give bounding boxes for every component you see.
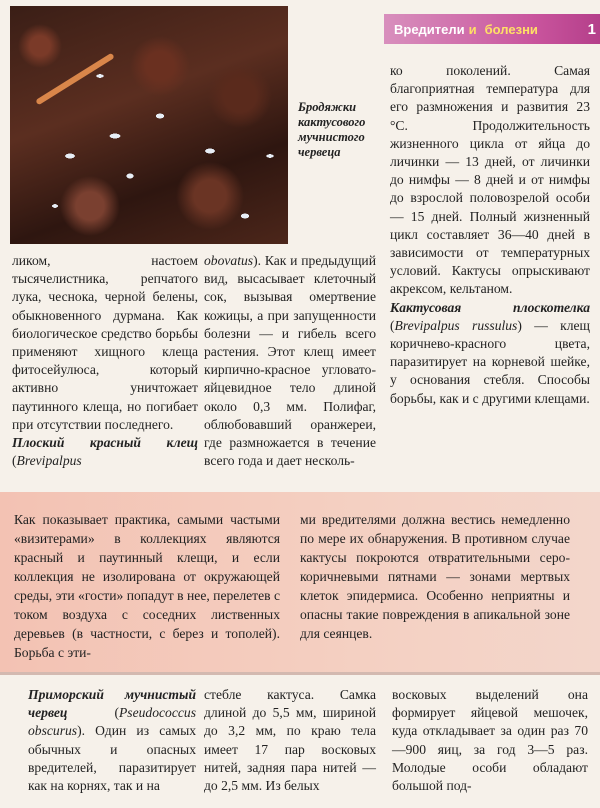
paragraph-text: — клещ коричнево-красного цвета, паразитирует на корневой шейке, у основания стебля. Способы борьбы, как и с другими клещами. [390, 317, 590, 406]
latin-name: obovatus [204, 253, 254, 268]
section-header [384, 14, 600, 44]
left-column [12, 252, 198, 470]
mealybug-photo [10, 6, 288, 244]
photo-twig [35, 53, 115, 106]
latin-name: Brevipalpus [16, 453, 82, 469]
paragraph-text: ). Как и предыдущий вид, высасывает клеточный сок, вызывая омертвение кожицы, а при запущенности болезни — и гибель всего растения. Этот клещ имеет кирпично-красное угловато-яйцевидное тело длиной около 0,3 мм. Полифаг, облюбовавший оранжереи, где размножается в течение всего года и дает несколь- [204, 253, 376, 469]
bottom-column-1 [28, 686, 196, 795]
paragraph: Плоский красный клещ (Brevipalpus [12, 435, 198, 469]
bottom-column-3: восковых выделений она формирует яйцевой мешочек, куда откладывает за один раз 70—900 яиц, за год 3—5 раз. Молодые особи обладают большой под- [392, 687, 588, 794]
latin-name: Brevipalpus russulus [394, 317, 518, 333]
subheading: Кактусовая плоскотелка [390, 299, 590, 315]
box-right-text: ми вредителями должна вестись немедленно по мере их обнаружения. В противном случае кактусы покроются отвратительными серо-коричневыми пятнами — зонами мертвых клеток эпидермиса. Особенно неприятны и опасны такие повреждения в апикальной зоне для сеянцев. [300, 512, 570, 641]
paragraph: ко поколений. Самая благоприятная температура для его размножения и развития 23 °С. Продолжительность жизненного цикла от яйца до личинки — 13 дней, от личинки до нимфы — 8 дней и от нимфы до взрослой половозрелой особи — 15 дней. Полный жизненный цикл составляет 36—40 дней в зависимости от температурных условий. Кактусы опрыскивают акрексом, кельтаном. [390, 63, 590, 297]
header-word-1: Вредители [394, 21, 465, 37]
paragraph [204, 252, 376, 470]
photo-caption: Бродяжки кактусового мучнистого червеца [298, 100, 366, 159]
header-conjunction: и [468, 21, 477, 37]
box-left-text: Как показывает практика, самыми частыми «визитерами» в коллекциях являются красный и паутинный клещи, и если коллекция не изолирована от окружающей среды, эти «гости» попадут в нее, перелетев с током воздуха с соседних лиственных деревьев (в частности, с берез и тополей). Борьба с эти- [14, 512, 280, 660]
subheading: Плоский красный клещ [12, 435, 198, 451]
paragraph-text: ). Один из самых обычных и опасных вредителей, паразитирует как на корнях, так и на [28, 723, 196, 794]
divider [0, 672, 600, 675]
paragraph: Приморский мучнистый червец (Pseudococcus obscurus). Один из самых обычных и опасных вредителей, паразитирует как на корнях, так и на [28, 687, 196, 794]
header-word-2: болезни [484, 21, 538, 37]
middle-column [204, 252, 376, 470]
paragraph: ликом, настоем тысячелистника, репчатого лука, чеснока, черной белены, обыкновенного дурмана. Как биологическое средство борьбы применяют хищного клеща фитосейулюса, который активно уничтожает паутинного клеща, но погибает при отсутствии последнего. [12, 253, 198, 432]
paragraph: Кактусовая плоскотелка (Brevipalpus russulus) — клещ коричнево-красного цвета, паразитирует на корневой шейке, у основания стебля. Способы борьбы, как и с другими клещами. [390, 299, 590, 406]
latin-name: Pseudococcus obscurus [28, 705, 196, 739]
page-number: 1 [587, 20, 596, 38]
bottom-column-2: стебле кактуса. Самка длиной до 5,5 мм, шириной до 3,2 мм, по краю тела имеет 17 пар восковых нитей, задняя пара нитей — до 2,5 мм. Из белых [204, 687, 376, 794]
subheading: Приморский мучнистый червец [28, 687, 196, 721]
right-column-top [390, 62, 590, 408]
